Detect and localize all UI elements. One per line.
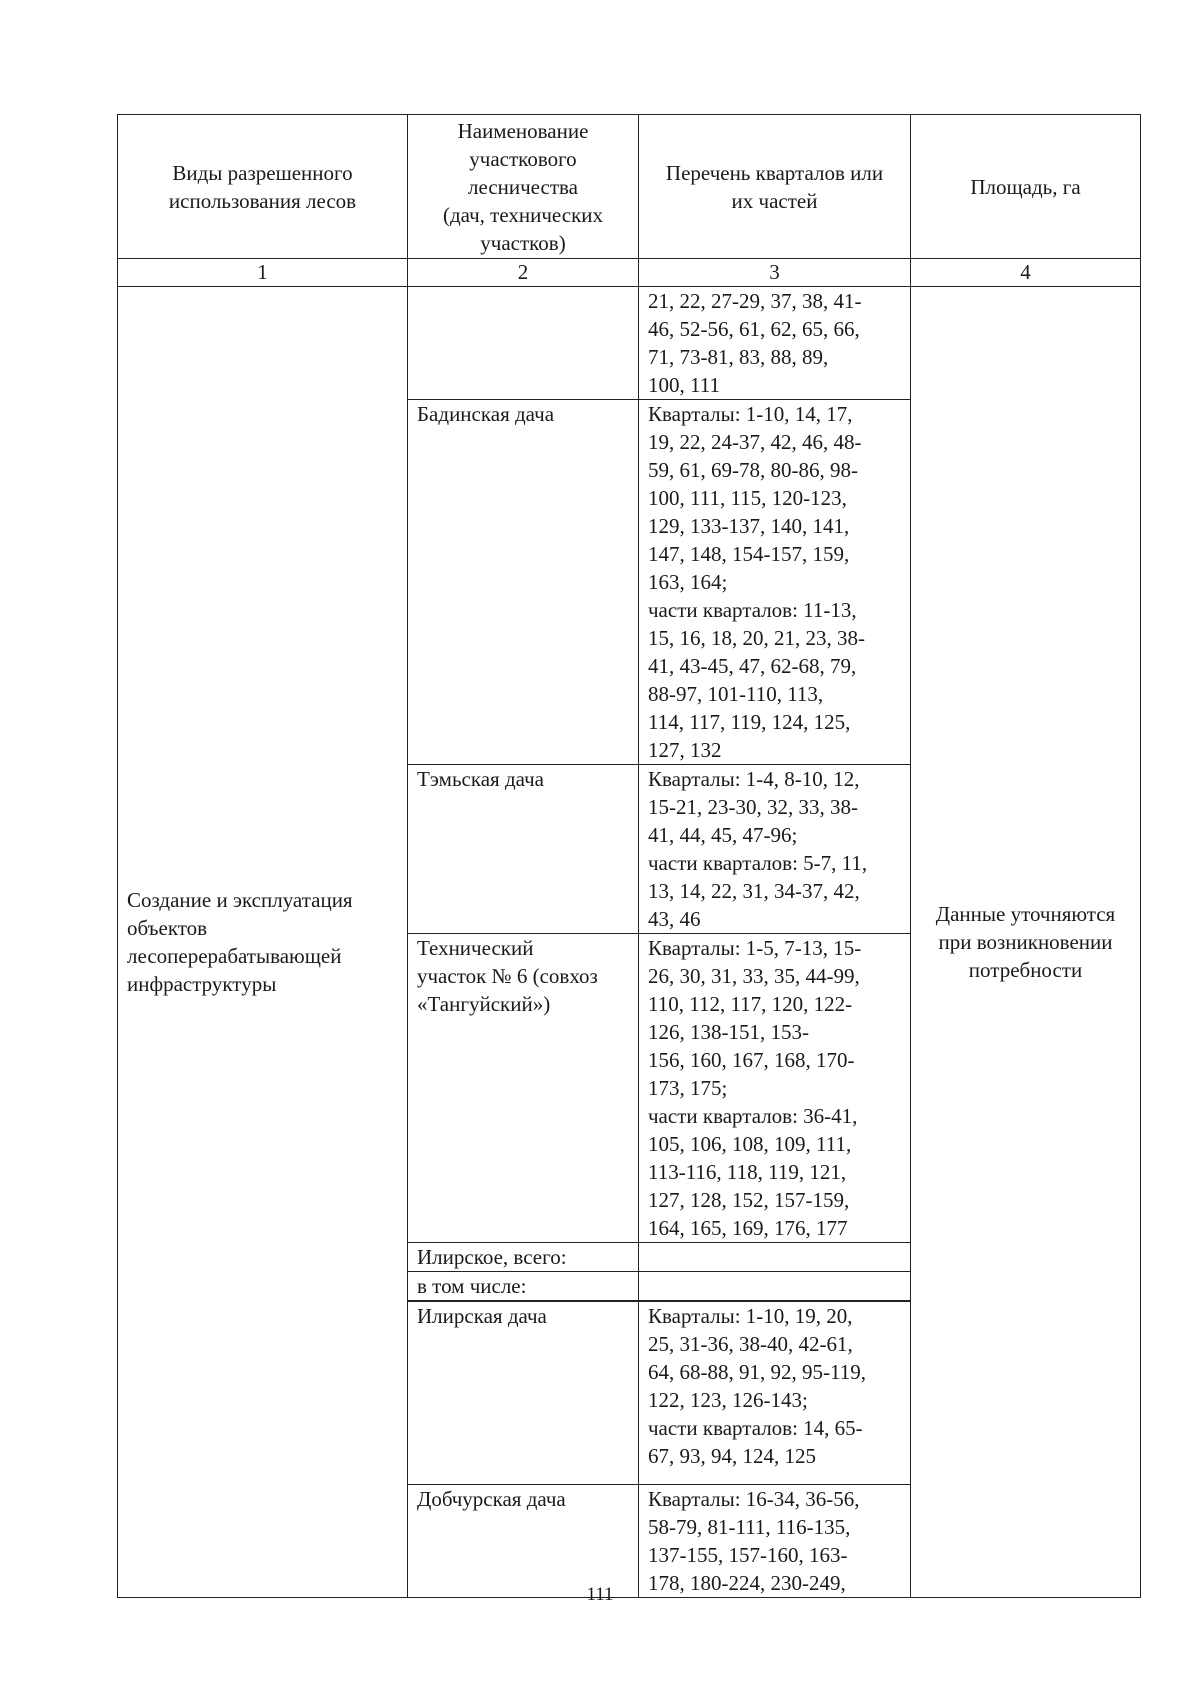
header-forestry-name: Наименование участкового лесничества (дач, технических участков)	[408, 115, 639, 259]
quarters-cell: Кварталы: 1-5, 7-13, 15- 26, 30, 31, 33, 35, 44-99, 110, 112, 117, 120, 122- 126, 138-151, 153- 156, 160, 167, 168, 170- 173, 175; части кварталов: 36-41, 105, 106, 108, 109, 111, 113-116, 118, 119, 121, 127, 128, 152, 157-159, 164, 165, 169, 176, 177	[639, 934, 911, 1243]
quarters-cell: Кварталы: 1-10, 19, 20, 25, 31-36, 38-40, 42-61, 64, 68-88, 91, 92, 95-119, 122, 123, 126-143; части кварталов: 14, 65- 67, 93, 94, 124, 125	[639, 1301, 911, 1485]
quarters-cell: 21, 22, 27-29, 37, 38, 41- 46, 52-56, 61, 62, 65, 66, 71, 73-81, 83, 88, 89, 100, 111	[639, 287, 911, 400]
forestry-name-cell: Бадинская дача	[408, 400, 639, 765]
quarters-cell	[639, 1243, 911, 1272]
column-number: 3	[639, 259, 911, 287]
quarters-cell: Кварталы: 1-4, 8-10, 12, 15-21, 23-30, 32, 33, 38- 41, 44, 45, 47-96; части кварталов: 5-7, 11, 13, 14, 22, 31, 34-37, 42, 43, 46	[639, 765, 911, 934]
forestry-name-cell: Илирское, всего:	[408, 1243, 639, 1272]
quarters-cell	[639, 1272, 911, 1302]
table-header-row	[118, 115, 1141, 259]
forestry-name-cell: Технический участок № 6 (совхоз «Тангуйский»)	[408, 934, 639, 1243]
quarters-cell: Кварталы: 1-10, 14, 17, 19, 22, 24-37, 42, 46, 48- 59, 61, 69-78, 80-86, 98- 100, 111, 115, 120-123, 129, 133-137, 140, 141, 147, 148, 154-157, 159, 163, 164; части кварталов: 11-13, 15, 16, 18, 20, 21, 23, 38- 41, 43-45, 47, 62-68, 79, 88-97, 101-110, 113, 114, 117, 119, 124, 125, 127, 132	[639, 400, 911, 765]
column-number-row	[118, 259, 1141, 287]
column-number: 1	[118, 259, 408, 287]
header-usage-type: Виды разрешенного использования лесов	[118, 115, 408, 259]
forest-use-table	[117, 114, 1141, 1598]
usage-type-cell: Создание и эксплуатация объектов лесоперерабатывающей инфраструктуры	[118, 287, 408, 1598]
column-number: 2	[408, 259, 639, 287]
page-number: 111	[586, 1584, 614, 1605]
header-area: Площадь, га	[911, 115, 1141, 259]
forestry-name-cell	[408, 287, 639, 400]
table-row	[118, 287, 1141, 400]
forestry-name-cell: Добчурская дача	[408, 1485, 639, 1598]
forestry-name-cell: в том числе:	[408, 1272, 639, 1302]
quarters-cell: Кварталы: 16-34, 36-56, 58-79, 81-111, 116-135, 137-155, 157-160, 163- 178, 180-224, 230-249,	[639, 1485, 911, 1598]
forestry-name-cell: Тэмьская дача	[408, 765, 639, 934]
column-number: 4	[911, 259, 1141, 287]
header-quarters-list: Перечень кварталов или их частей	[639, 115, 911, 259]
area-cell: Данные уточняются при возникновении потребности	[911, 287, 1141, 1598]
forestry-name-cell: Илирская дача	[408, 1301, 639, 1485]
